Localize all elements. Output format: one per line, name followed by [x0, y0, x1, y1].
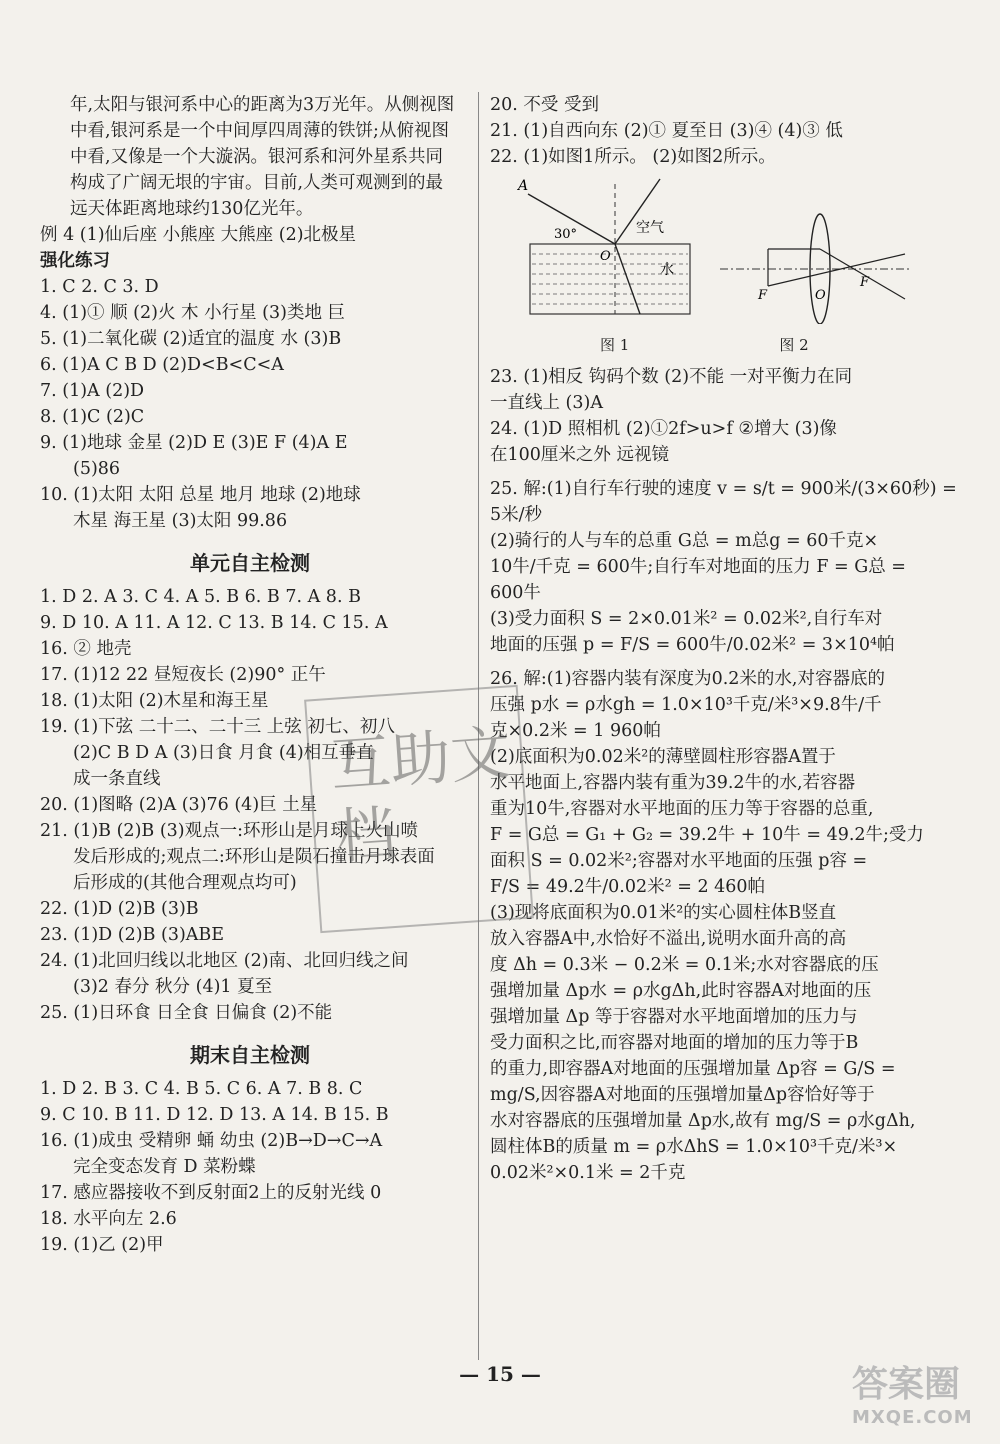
list-item: 后形成的(其他合理观点均可)	[73, 873, 297, 893]
list-item: 17. (1)12 22 昼短夜长 (2)90° 正午	[40, 665, 326, 685]
practice-list	[40, 274, 460, 534]
list-item: 17. 感应器接收不到反射面2上的反射光线 0	[40, 1183, 382, 1203]
list-item: 1. C 2. C 3. D	[40, 277, 159, 297]
list-item: 水平地面上,容器内装有重为39.2牛的水,若容器	[490, 773, 856, 793]
list-item: 0.02米²×0.1米 = 2千克	[490, 1163, 686, 1183]
figure-2-lens	[720, 214, 910, 324]
list-item: 成一条直线	[73, 769, 161, 789]
list-item: 4. (1)① 顺 (2)火 木 小行星 (3)类地 巨	[40, 303, 346, 323]
list-item: F/S = 49.2牛/0.02米² = 2 460帕	[490, 877, 766, 897]
list-item: 圆柱体B的质量 m = ρ水ΔhS = 1.0×10³千克/米³×	[490, 1137, 898, 1157]
list-item: 完全变态发育 D 菜粉蝶	[73, 1157, 256, 1177]
list-item: 的重力,即容器A对地面的压强增加量 Δp容 = G/S =	[490, 1059, 896, 1079]
list-item: 16. ② 地壳	[40, 639, 132, 659]
final-test-title: 期末自主检测	[190, 1043, 310, 1067]
list-item: 强增加量 Δp水 = ρ水gΔh,此时容器A对地面的压	[490, 981, 872, 1001]
label-air: 空气	[636, 220, 664, 236]
list-item: 1. D 2. A 3. C 4. A 5. B 6. B 7. A 8. B	[40, 587, 361, 607]
label-angle: 30°	[554, 227, 578, 242]
list-item: 9. C 10. B 11. D 12. D 13. A 14. B 15. B	[40, 1105, 389, 1125]
list-item: 发后形成的;观点二:环形山是陨石撞击月球表面	[73, 847, 435, 867]
practice-title: 强化练习	[40, 251, 110, 271]
list-item: 24. (1)D 照相机 (2)①2f>u>f ②增大 (3)像	[490, 419, 837, 439]
final-test-list	[40, 1076, 460, 1258]
list-item: 600牛	[490, 583, 541, 603]
list-item: 强增加量 Δp 等于容器对水平地面增加的压力与	[490, 1007, 858, 1027]
watermark-logo	[852, 1356, 992, 1436]
list-item: 16. (1)成虫 受精卵 蛹 幼虫 (2)B→D→C→A	[40, 1131, 383, 1151]
list-item: 在100厘米之外 远视镜	[490, 445, 669, 465]
label-a: A	[518, 178, 529, 194]
unit-test-title: 单元自主检测	[190, 551, 310, 575]
label-f-left: F	[758, 288, 768, 303]
list-item: (2)底面积为0.02米²的薄壁圆柱形容器A置于	[490, 747, 836, 767]
list-item: 26. 解:(1)容器内装有深度为0.2米的水,对容器底的	[490, 669, 885, 689]
list-item: 面积 S = 0.02米²;容器对水平地面的压强 p容 =	[490, 851, 868, 871]
list-item: 23. (1)相反 钩码个数 (2)不能 一对平衡力在同	[490, 367, 853, 387]
list-item: 水对容器底的压强增加量 Δp水,故有 mg/S = ρ水gΔh,	[490, 1111, 916, 1131]
list-item: 22. (1)D (2)B (3)B	[40, 899, 199, 919]
list-item: 放入容器A中,水恰好不溢出,说明水面升高的高	[490, 929, 847, 949]
list-item: (3)现将底面积为0.01米²的实心圆柱体B竖直	[490, 903, 837, 923]
optics-diagrams	[510, 174, 910, 324]
list-item: 5米/秒	[490, 505, 543, 525]
list-item: 22. (1)如图1所示。 (2)如图2所示。	[490, 147, 776, 167]
figure-captions	[600, 332, 910, 358]
list-item: (2)骑行的人与车的总重 G总 = m总g = 60千克×	[490, 531, 879, 551]
figure-1-refraction	[516, 178, 690, 314]
watermark-url: MXQE.COM	[852, 1407, 973, 1428]
stamp-text: 互助文档	[328, 718, 513, 873]
list-item: mg/S,因容器A对地面的压强增加量Δp容恰好等于	[490, 1085, 875, 1105]
list-item: 24. (1)北回归线以北地区 (2)南、北回归线之间	[40, 951, 409, 971]
list-item: 8. (1)C (2)C	[40, 407, 145, 427]
intro-paragraph: 年,太阳与银河系中心的距离为3万光年。从侧视图中看,银河系是一个中间厚四周薄的铁饼;从俯视图中看,又像是一个大漩涡。银河系和河外星系共同构成了广阔无垠的宇宙。目前,人类可观测到的最远天体距离地球约130亿光年。	[70, 95, 455, 219]
list-item: 7. (1)A (2)D	[40, 381, 145, 401]
list-item: 受力面积之比,而容器对地面的增加的压力等于B	[490, 1033, 859, 1053]
list-item: 一直线上 (3)A	[490, 393, 603, 413]
list-item: 地面的压强 p = F/S = 600牛/0.02米² = 3×10⁴帕	[490, 635, 895, 655]
label-o: O	[600, 249, 611, 264]
list-item: 20. (1)图略 (2)A (3)76 (4)巨 土星	[40, 795, 318, 815]
list-item: 23. (1)D (2)B (3)ABE	[40, 925, 225, 945]
list-item: 10. (1)太阳 太阳 总星 地月 地球 (2)地球	[40, 485, 361, 505]
list-item: 1. D 2. B 3. C 4. B 5. C 6. A 7. B 8. C	[40, 1079, 363, 1099]
right-column	[490, 92, 957, 1186]
list-item: (3)受力面积 S = 2×0.01米² = 0.02米²,自行车对	[490, 609, 883, 629]
watermark-stamp	[304, 685, 534, 933]
list-item: (5)86	[73, 459, 121, 479]
list-item: 9. D 10. A 11. A 12. C 13. B 14. C 15. A	[40, 613, 388, 633]
label-water: 水	[660, 262, 674, 278]
list-item: 21. (1)B (2)B (3)观点一:环形山是月球上火山喷	[40, 821, 419, 841]
figure-1-caption: 图 1	[600, 336, 630, 354]
list-item: 10牛/千克 = 600牛;自行车对地面的压力 F = G总 =	[490, 557, 906, 577]
list-item: 21. (1)自西向东 (2)① 夏至日 (3)④ (4)③ 低	[490, 121, 843, 141]
list-item: F = G总 = G₁ + G₂ = 39.2牛 + 10牛 = 49.2牛;受力	[490, 825, 924, 845]
list-item: 度 Δh = 0.3米 − 0.2米 = 0.1米;水对容器底的压	[490, 955, 879, 975]
list-item: 克×0.2米 = 1 960帕	[490, 721, 661, 741]
page-number: — 15 —	[459, 1362, 541, 1386]
list-item: 18. 水平向左 2.6	[40, 1209, 177, 1229]
question-25	[490, 476, 957, 658]
label-o-lens: O	[815, 288, 826, 303]
list-item: 重为10牛,容器对水平地面的压力等于容器的总重,	[490, 799, 874, 819]
list-item: 25. (1)日环食 日全食 日偏食 (2)不能	[40, 1003, 333, 1023]
example-4: 例 4 (1)仙后座 小熊座 大熊座 (2)北极星	[40, 225, 357, 245]
left-column	[40, 92, 460, 1258]
list-item: 木星 海王星 (3)太阳 99.86	[73, 511, 288, 531]
figure-2-caption: 图 2	[779, 336, 809, 354]
watermark-logo-text: 答案圈	[852, 1364, 961, 1405]
list-item: (2)C B D A (3)日食 月食 (4)相互垂直	[73, 743, 374, 763]
label-f-right: F	[860, 275, 870, 290]
list-item: 19. (1)乙 (2)甲	[40, 1235, 164, 1255]
figures	[510, 174, 910, 358]
list-item: (3)2 春分 秋分 (4)1 夏至	[73, 977, 273, 997]
list-item: 19. (1)下弦 二十二、二十三 上弦 初七、初八	[40, 717, 395, 737]
list-item: 压强 p水 = ρ水gh = 1.0×10³千克/米³×9.8牛/千	[490, 695, 882, 715]
list-item: 25. 解:(1)自行车行驶的速度 v = s/t = 900米/(3×60秒) =	[490, 479, 957, 499]
list-item: 5. (1)二氧化碳 (2)适宜的温度 水 (3)B	[40, 329, 342, 349]
question-26	[490, 666, 924, 1186]
list-item: 20. 不受 受到	[490, 95, 599, 115]
list-item: 9. (1)地球 金星 (2)D E (3)E F (4)A E	[40, 433, 348, 453]
list-item: 6. (1)A C B D (2)D<B<C<A	[40, 355, 284, 375]
list-item: 18. (1)太阳 (2)木星和海王星	[40, 691, 269, 711]
